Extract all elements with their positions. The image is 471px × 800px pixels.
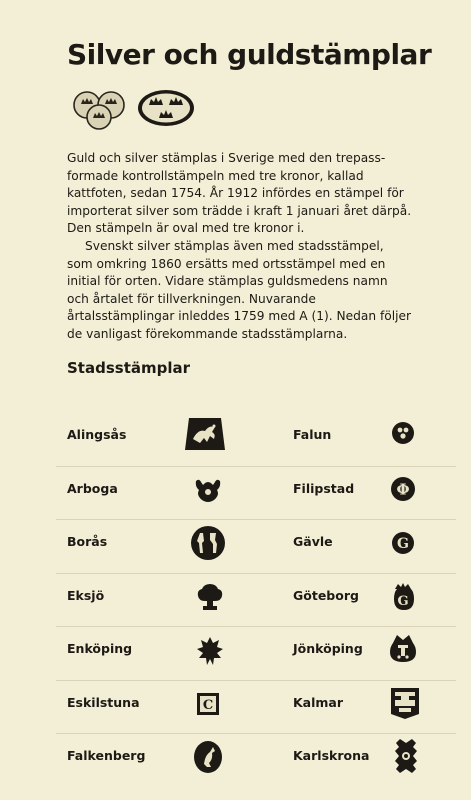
city-name: Borås bbox=[67, 534, 108, 549]
table-row bbox=[56, 413, 456, 467]
city-name: Eksjö bbox=[67, 587, 105, 603]
control-marks bbox=[70, 88, 210, 132]
city-name: Karlskrona bbox=[293, 748, 370, 763]
city-marks-table bbox=[56, 413, 456, 787]
boras-stamp-icon bbox=[190, 525, 226, 561]
city-name: Enköping bbox=[67, 641, 133, 656]
jonkoping-stamp-icon bbox=[389, 633, 417, 663]
intro-text bbox=[67, 150, 412, 344]
falun-stamp-icon bbox=[391, 421, 415, 445]
section-heading: Stadsstämplar bbox=[67, 359, 191, 377]
gavle-stamp-icon bbox=[391, 531, 415, 555]
kalmar-stamp-icon bbox=[387, 684, 423, 720]
city-name: Eskilstuna bbox=[67, 694, 140, 710]
stamp-letter: C bbox=[202, 697, 214, 713]
table-row bbox=[56, 734, 456, 787]
stamp-letter: Φ bbox=[396, 480, 410, 498]
alingsas-stamp-icon bbox=[183, 415, 227, 453]
stamp-letter: G bbox=[397, 593, 409, 609]
city-name: Falun bbox=[293, 427, 332, 442]
table-row bbox=[56, 520, 456, 574]
eskilstuna-stamp-icon bbox=[196, 692, 220, 716]
falkenberg-stamp-icon bbox=[193, 740, 223, 774]
city-name: Gävle bbox=[293, 534, 333, 549]
oval-three-crowns-import-mark-icon bbox=[136, 88, 196, 128]
city-name: Jönköping bbox=[293, 641, 363, 656]
filipstad-stamp-icon bbox=[390, 476, 416, 502]
city-name: Göteborg bbox=[293, 587, 359, 603]
table-row bbox=[56, 627, 456, 681]
table-row bbox=[56, 681, 456, 735]
karlskrona-stamp-icon bbox=[390, 737, 422, 775]
enkoping-stamp-icon bbox=[196, 636, 224, 666]
paragraph: Svenskt silver stämplas även med stadsstämpel, som omkring 1860 ersätts med ortsstämpel med en initial för orten. Vidare stämplas guldsmedens namn och årtalet för tillverkningen. Nuvarande årtalsstämplingar inleddes 1759 med A (1). Nedan följer de vanligast förekommande stadsstämplarna. bbox=[67, 238, 411, 341]
city-name: Alingsås bbox=[67, 427, 127, 442]
table-row bbox=[56, 574, 456, 628]
city-name: Arboga bbox=[67, 480, 118, 496]
arboga-stamp-icon bbox=[193, 477, 223, 503]
trefoil-three-crowns-mark-icon bbox=[70, 88, 128, 130]
stamp-letter: G bbox=[397, 536, 409, 552]
table-row bbox=[56, 467, 456, 521]
eksjo-stamp-icon bbox=[196, 582, 224, 614]
city-name: Falkenberg bbox=[67, 748, 146, 763]
goteborg-stamp-icon bbox=[392, 581, 414, 611]
paragraph: Guld och silver stämplas i Sverige med den trepass-formade kontrollstämpeln med tre kronor, kallad kattfoten, sedan 1754. År 1912 infördes en stämpel för importerat silver som trädde i kraft 1 januari året därpå. Den stämpeln är oval med tre kronor i. bbox=[67, 151, 412, 236]
city-name: Kalmar bbox=[293, 694, 344, 710]
city-name: Filipstad bbox=[293, 480, 355, 496]
page-title: Silver och guldstämplar bbox=[67, 38, 432, 71]
